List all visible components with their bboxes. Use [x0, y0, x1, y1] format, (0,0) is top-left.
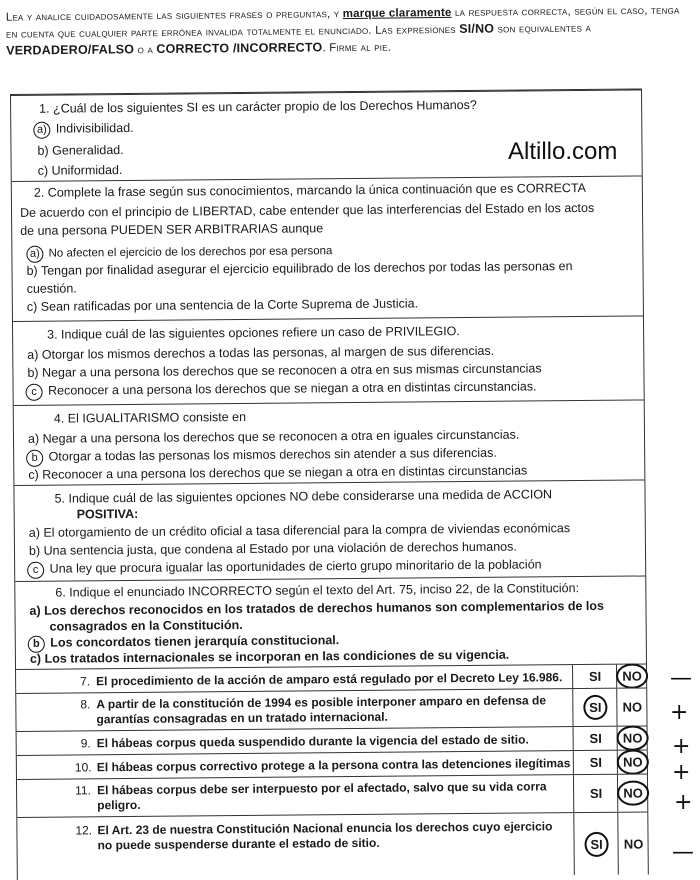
- q5-option-a-text: El otorgamiento de un crédito oficial a tasa diferencial para la compra de viviendas económicas: [43, 521, 571, 540]
- q1-option-b-text: Generalidad.: [52, 143, 124, 158]
- tf-9-si-label: SI: [589, 730, 602, 746]
- q3-label-b: b): [27, 365, 39, 380]
- q1-option-c-text: Uniformidad.: [51, 163, 123, 178]
- instr-text-3: son equivalentes a: [494, 22, 592, 36]
- tf-12-no-label: NO: [623, 836, 644, 852]
- q2-line-3: de una persona PUEDEN SER ARBITRARIAS aunque: [20, 221, 324, 238]
- tf-9-text: El hábeas corpus queda suspendido durante la vigencia del estado de sitio.: [96, 732, 529, 751]
- q6-label-c: c): [29, 651, 42, 666]
- q2-line-1: 2. Complete la frase según sus conocimientos, marcando la única continuación que es CORRECTA: [33, 180, 587, 200]
- q4-label-a: a): [27, 431, 40, 446]
- q2-option-c-text: Sean ratificadas por una sentencia de la Corte Suprema de Justicia.: [40, 296, 419, 314]
- instr-text-5: . Firme al pie.: [322, 41, 392, 55]
- q6-option-c-text: Los tratados internacionales se incorporan en las condiciones de su vigencia.: [44, 647, 510, 666]
- q3-prompt: 3. Indique cuál de las siguientes opciones refiere un caso de PRIVILEGIO.: [47, 324, 460, 342]
- tf-11-text: El hábeas corpus debe ser interpuesto por el afectado, salvo que su vida corra peligro.: [97, 779, 547, 813]
- q1-label-c: c): [37, 163, 49, 178]
- q6-option-a: [29, 599, 604, 618]
- instr-text-4: o a: [134, 44, 157, 57]
- tf-9-si[interactable]: [573, 727, 618, 750]
- q4-option-c: [28, 464, 527, 482]
- q5-option-b: [29, 540, 517, 558]
- tf-8-text: A partir de la constitución de 1994 es posible interponer amparo en defensa de garantías consagradas en un tratado internacional.: [96, 693, 547, 727]
- question-4: [14, 399, 645, 484]
- tf-8-si[interactable]: [572, 689, 617, 726]
- tf-7-no-label: NO: [616, 663, 648, 688]
- tf-row-11: [17, 773, 647, 816]
- watermark: Altillo.com: [508, 138, 618, 165]
- q4-option-a-text: Negar a una persona los derechos que se reconocen a otra en iguales circunstancias.: [42, 427, 520, 446]
- question-3: [13, 315, 644, 404]
- instr-emph-ci: CORRECTO /INCORRECTO: [156, 40, 323, 57]
- q6-line-1: 6. Indique el enunciado INCORRECTO según el texto del Art. 75, inciso 22, de la Constitución:: [55, 581, 580, 600]
- q3-label-a: a): [27, 347, 39, 362]
- instr-emph-mark: marque claramente: [342, 6, 452, 21]
- q5-label-b: b): [28, 543, 41, 558]
- q5-line-1: 5. Indique cuál de las siguientes opciones NO debe considerarse una medida de ACCION: [54, 487, 553, 506]
- q1-option-c: [38, 163, 123, 178]
- q3-option-b-text: Negar a una persona los derechos que se reconocen a otra en sus mismas circunstancias: [41, 361, 542, 380]
- question-6: [15, 575, 646, 668]
- q3-option-a-text: Otorgar los mismos derechos a todas las personas, al margen de sus diferencias.: [41, 343, 495, 362]
- tf-12-si-label: SI: [584, 831, 609, 856]
- q1-label-a: a): [33, 122, 50, 139]
- tf-10-text: El hábeas corpus correctivo protege a la persona contra las detenciones ilegítimas: [96, 756, 571, 775]
- tf-9-number: 9.: [80, 736, 91, 751]
- margin-mark-7: —: [670, 666, 692, 691]
- tf-12-si[interactable]: [573, 813, 619, 875]
- q6-label-b: b: [28, 636, 45, 653]
- q6-option-a-text: Los derechos reconocidos en los tratados de derechos humanos son complementarios de los: [44, 598, 605, 618]
- instructions: [6, 2, 694, 59]
- tf-11-si-label: SI: [589, 785, 603, 801]
- margin-mark-12: —: [672, 840, 694, 865]
- tf-7-no[interactable]: [616, 664, 647, 687]
- q3-option-c: [26, 379, 537, 400]
- q4-option-b-text: Otorgar a todas las personas los mismos derechos sin atender a sus diferencias.: [48, 445, 497, 464]
- tf-9-no[interactable]: [617, 726, 648, 749]
- tf-7-text: El procedimiento de la acción de amparo está regulado por el Decreto Ley 16.986.: [96, 670, 563, 689]
- q2-label-b: b): [26, 263, 38, 278]
- tf-7-number: 7.: [80, 674, 91, 689]
- q4-label-c: c): [28, 467, 39, 482]
- q2-label-a: a): [26, 246, 43, 263]
- instr-text-1: Lea y analice cuidadosamente las siguientes frases o preguntas, y: [5, 8, 343, 24]
- tf-10-no-label: NO: [617, 749, 649, 774]
- q5-option-c: [27, 557, 542, 578]
- q6-option-b-text: Los concordatos tienen jerarquía constitucional.: [50, 633, 340, 650]
- q3-label-c: c: [26, 384, 43, 401]
- instr-emph-vf: VERDADERO/FALSO: [6, 42, 135, 58]
- q5-option-a: [29, 521, 570, 540]
- question-1: [11, 89, 642, 180]
- tf-11-si[interactable]: [573, 775, 618, 812]
- q5-label-a: a): [28, 525, 41, 540]
- tf-12-no[interactable]: [617, 812, 649, 874]
- q6-option-c: [30, 648, 509, 666]
- q3-option-c-text: Reconocer a una persona los derechos que se niegan a otra en distintas circunstancias.: [48, 379, 537, 398]
- margin-mark-9: +: [672, 734, 691, 759]
- tf-10-si-label: SI: [589, 754, 603, 770]
- q5-label-c: c: [27, 562, 44, 579]
- tf-8-si-label: SI: [583, 695, 608, 720]
- instr-emph-sino: SI/NO: [459, 21, 495, 36]
- tf-11-number: 11.: [75, 783, 91, 798]
- tf-8-number: 8.: [80, 697, 91, 712]
- q4-label-b: b: [26, 450, 43, 467]
- q5-option-b-text: Una sentencia justa, que condena al Estado por una violación de derechos humanos.: [43, 539, 517, 558]
- q3-option-b: [27, 361, 541, 379]
- tf-7-si[interactable]: [572, 665, 617, 688]
- q1-option-b: [37, 143, 123, 158]
- instr-text-2: la respuesta correcta, según el caso, tenga en cuenta que cualquier parte errónea invalida totalmente el enunciado. Las expresiones: [5, 4, 680, 41]
- q4-option-c-text: Reconocer a una persona los derechos que se niegan a otra en distintas circunstancias: [42, 463, 528, 482]
- q2-option-a-text: No afecten el ejercicio de los derechos por esa persona: [48, 245, 333, 260]
- tf-8-no[interactable]: [616, 688, 647, 725]
- tf-8-no-label: NO: [622, 699, 643, 715]
- q1-label-b: b): [37, 143, 49, 158]
- q1-prompt: 1. ¿Cuál de los siguientes SI es un carácter propio de los Derechos Humanos?: [39, 97, 477, 116]
- tf-row-12: [17, 811, 648, 879]
- tf-row-8: [16, 687, 646, 730]
- q5-line-2: POSITIVA:: [76, 506, 139, 522]
- q2-line-2: De acuerdo con el principio de LIBERTAD, cabe entender que las interferencias del Estado en los actos: [19, 200, 595, 220]
- q6-label-a: a): [29, 603, 41, 618]
- q2-option-b-text: Tengan por finalidad asegurar el ejercicio equilibrado de los derechos por todas las personas en: [40, 259, 573, 278]
- margin-mark-8: +: [670, 700, 689, 725]
- q1-option-a-text: Indivisibilidad.: [55, 120, 134, 136]
- q2-option-b-cont: cuestión.: [26, 281, 77, 296]
- tf-10-si[interactable]: [573, 751, 618, 774]
- q6-option-a-cont: consagrados en la Constitución.: [49, 617, 243, 634]
- q4-prompt: 4. El IGUALITARISMO consiste en: [53, 409, 247, 426]
- question-5: [14, 479, 645, 580]
- tf-10-number: 10.: [74, 760, 92, 775]
- tf-10-no[interactable]: [617, 750, 648, 773]
- q2-option-c: [27, 296, 418, 313]
- margin-mark-11: +: [674, 790, 693, 815]
- tf-12-number: 12.: [75, 823, 93, 838]
- tf-11-no[interactable]: [617, 774, 648, 811]
- margin-mark-10: +: [672, 760, 691, 785]
- q3-option-a: [27, 344, 494, 362]
- q4-option-a: [28, 428, 519, 446]
- tf-7-si-label: SI: [588, 668, 602, 684]
- q2-label-c: c): [26, 299, 38, 314]
- question-2: [12, 175, 643, 320]
- exam-sheet: [10, 88, 649, 879]
- tf-12-text: El Art. 23 de nuestra Constitución Nacional enuncia los derechos cuyo ejercicio no puede suspenderse durante el estado de sitio.: [97, 819, 553, 853]
- tf-11-no-label: NO: [617, 780, 649, 805]
- q2-option-a: [26, 243, 332, 263]
- tf-9-no-label: NO: [617, 725, 649, 750]
- q5-option-c-text: Una ley que procura igualar las oportunidades de cierto grupo minoritario de la población: [49, 557, 542, 576]
- q1-option-a: [33, 121, 133, 139]
